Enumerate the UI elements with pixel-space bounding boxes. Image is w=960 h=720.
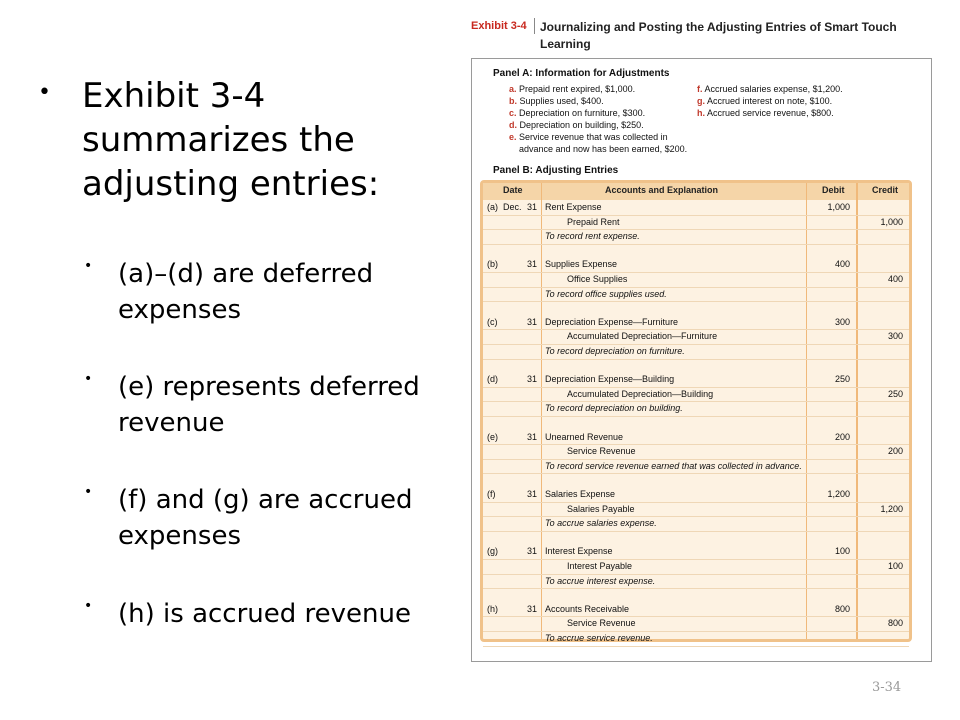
row-rule — [483, 301, 909, 302]
row-rule — [483, 616, 909, 617]
entry-explanation-italic: To record depreciation on furniture. — [545, 346, 685, 356]
row-rule — [483, 416, 909, 417]
row-rule — [483, 459, 909, 460]
credit-amount: 800 — [887, 618, 903, 629]
col-debit: Debit — [822, 185, 845, 195]
debit-amount: 400 — [834, 259, 850, 270]
credit-account: Service Revenue — [567, 618, 636, 629]
row-rule — [483, 646, 909, 647]
row-rule — [483, 287, 909, 288]
entry-label: (h) — [487, 603, 498, 614]
exhibit-title: Journalizing and Posting the Adjusting Entries of Smart Touch Learning — [540, 20, 897, 51]
credit-amount: 100 — [887, 561, 903, 571]
entry-explanation-italic: To accrue salaries expense. — [545, 518, 657, 529]
credit-account: Accumulated Depreciation—Building — [567, 388, 714, 399]
entry-explanation-italic: To record office supplies used. — [545, 288, 667, 299]
credit-amount: 300 — [887, 331, 903, 342]
panel-b-title: Panel B: Adjusting Entries — [493, 165, 619, 176]
row-rule — [483, 344, 909, 345]
sub-bullet-text: (f) and (g) are accrued expenses — [118, 485, 413, 551]
entry-explanation — [545, 289, 667, 299]
entry-explanation — [545, 461, 802, 471]
row-rule — [483, 574, 909, 575]
col-divider — [857, 183, 858, 639]
row-rule — [483, 359, 909, 360]
entry-month: Dec. — [503, 202, 522, 212]
debit-amount: 300 — [834, 316, 850, 327]
entry-label: (f) — [487, 489, 496, 499]
credit-account: Service Revenue — [567, 446, 636, 457]
bullet-dot: • — [84, 258, 93, 274]
credit-account: Salaries Payable — [567, 503, 635, 514]
row-rule — [483, 588, 909, 589]
row-rule — [483, 215, 909, 216]
credit-account: Office Supplies — [567, 274, 628, 284]
row-rule — [483, 244, 909, 245]
panel-a-item-a: a. Prepaid rent expired, $1,000. — [509, 84, 636, 94]
sub-bullet-text: (a)–(d) are deferred expenses — [118, 259, 374, 325]
debit-amount: 250 — [834, 374, 850, 385]
entry-day: 31 — [526, 489, 537, 499]
bullet-dot: • — [38, 80, 51, 105]
exhibit-label: Exhibit 3-4 — [471, 20, 527, 32]
entry-label: (e) — [487, 431, 498, 442]
debit-account: Accounts Receivable — [545, 603, 630, 614]
row-rule — [483, 559, 909, 560]
entry-day: 31 — [526, 603, 537, 614]
row-rule — [483, 401, 909, 402]
col-date: Date — [503, 185, 523, 195]
entry-day: 31 — [526, 374, 537, 385]
panel-a-item-f: f. Accrued salaries expense, $1,200. — [697, 84, 843, 94]
entry-day: 31 — [526, 202, 537, 212]
row-rule — [483, 387, 909, 388]
debit-account: Unearned Revenue — [545, 431, 624, 442]
panel-a-item-c: c. Depreciation on furniture, $300. — [509, 108, 646, 118]
panel-a-item-e-cont: advance and now has been earned, $200. — [519, 144, 688, 154]
panel-a-item-b: b. Supplies used, $400. — [509, 96, 604, 106]
row-rule — [483, 516, 909, 517]
entry-explanation — [545, 403, 683, 413]
entry-explanation — [545, 231, 640, 241]
debit-amount: 800 — [834, 603, 850, 614]
col-credit: Credit — [872, 185, 899, 195]
entry-explanation-italic: To record rent expense. — [545, 231, 640, 242]
sub-bullet-text: (e) represents deferred revenue — [118, 372, 420, 438]
panel-a-item-d: d. Depreciation on building, $250. — [509, 120, 644, 130]
debit-amount: 200 — [834, 431, 850, 442]
debit-account: Depreciation Expense—Furniture — [545, 316, 679, 327]
bullet-dot: • — [84, 484, 93, 500]
row-rule — [483, 229, 909, 230]
panel-a-item-g: g. Accrued interest on note, $100. — [697, 96, 833, 106]
credit-amount: 1,000 — [880, 216, 903, 227]
debit-account: Supplies Expense — [545, 259, 618, 270]
panel-a-item-h: h. Accrued service revenue, $800. — [697, 108, 834, 118]
row-rule — [483, 531, 909, 532]
main-bullet-text: Exhibit 3-4 summarizes the adjusting entries: — [82, 76, 380, 204]
row-rule — [483, 631, 909, 632]
exhibit-divider — [534, 18, 535, 34]
panel-a-title: Panel A: Information for Adjustments — [493, 68, 670, 79]
row-rule — [483, 502, 909, 503]
entry-day: 31 — [526, 316, 537, 327]
entry-label: (a) — [487, 202, 498, 212]
credit-account: Interest Payable — [567, 561, 633, 571]
credit-amount: 250 — [887, 388, 903, 399]
entry-label: (g) — [487, 546, 498, 557]
debit-account: Salaries Expense — [545, 489, 616, 499]
entry-day: 31 — [526, 259, 537, 270]
entry-explanation-italic: To record service revenue earned that was collected in advance. — [545, 460, 802, 471]
entry-label: (d) — [487, 374, 498, 385]
bullet-dot: • — [84, 371, 93, 387]
credit-amount: 1,200 — [880, 503, 903, 514]
entry-explanation — [545, 576, 655, 586]
row-rule — [483, 272, 909, 273]
entry-explanation-italic: To record depreciation on building. — [545, 403, 683, 414]
panel-a-item-e: e. Service revenue that was collected in — [509, 132, 668, 142]
credit-account: Accumulated Depreciation—Furniture — [567, 331, 718, 342]
col-divider — [541, 183, 542, 639]
entry-explanation — [545, 518, 657, 528]
entry-label: (b) — [487, 259, 498, 270]
entry-explanation — [545, 633, 653, 643]
journal-table — [480, 180, 912, 642]
credit-amount: 200 — [887, 446, 903, 457]
debit-account: Interest Expense — [545, 546, 613, 557]
bullet-dot: • — [84, 598, 93, 614]
row-rule — [483, 444, 909, 445]
debit-amount: 1,000 — [827, 202, 850, 212]
credit-amount: 400 — [887, 274, 903, 284]
row-rule — [483, 329, 909, 330]
sub-bullet-text: (h) is accrued revenue — [118, 599, 411, 629]
credit-account: Prepaid Rent — [567, 216, 620, 227]
col-accounts: Accounts and Explanation — [605, 185, 719, 195]
table-header — [483, 183, 909, 200]
debit-account: Depreciation Expense—Building — [545, 374, 675, 385]
entry-label: (c) — [487, 316, 498, 327]
entry-explanation — [545, 346, 685, 356]
col-divider — [806, 183, 807, 639]
entry-day: 31 — [526, 431, 537, 442]
entry-day: 31 — [526, 546, 537, 557]
debit-amount: 1,200 — [827, 489, 850, 499]
entry-explanation-italic: To accrue service revenue. — [545, 633, 653, 643]
entry-explanation-italic: To accrue interest expense. — [545, 575, 656, 586]
debit-account: Rent Expense — [545, 202, 602, 212]
debit-amount: 100 — [834, 546, 850, 557]
page-number: 3-34 — [872, 680, 902, 695]
row-rule — [483, 473, 909, 474]
